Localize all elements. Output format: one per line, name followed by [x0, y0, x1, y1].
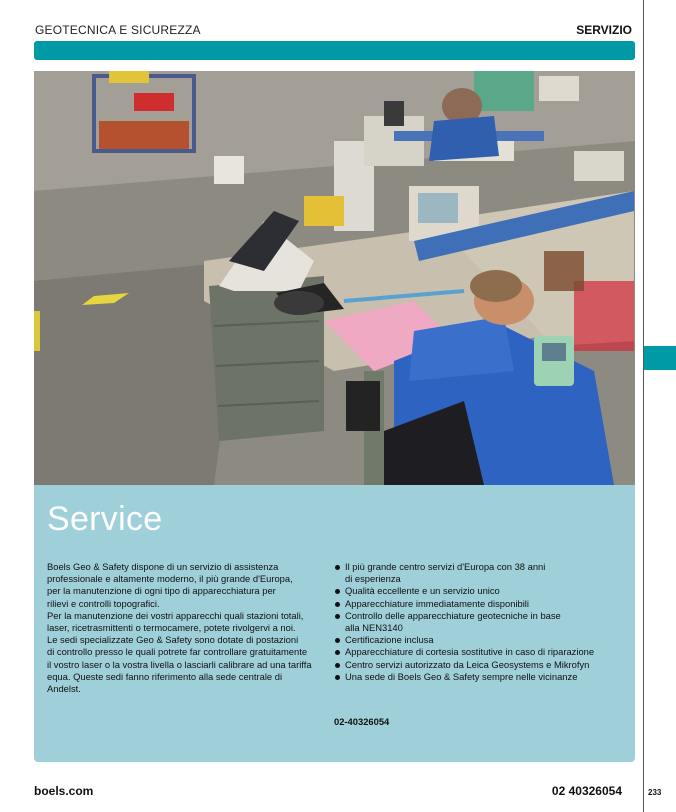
page-edge-divider — [643, 0, 644, 812]
section-tab-marker — [644, 346, 676, 370]
service-phone: 02-40326054 — [334, 716, 390, 727]
section-label: GEOTECNICA E SICUREZZA — [35, 23, 201, 37]
feature-item: Certificazione inclusa — [334, 634, 624, 646]
header-accent-bar — [34, 41, 635, 60]
service-features-list — [334, 561, 624, 683]
description-line: laser, ricetrasmittenti o termocamere, potete rivolgervi a noi. — [47, 622, 296, 634]
service-title: Service — [47, 500, 163, 538]
description-line: Le sedi specializzate Geo & Safety sono dotate di postazioni — [47, 634, 299, 646]
website-link[interactable]: boels.com — [34, 784, 94, 798]
description-line: il vostro laser o la vostra livella o lasciarli calibrare ad una tariffa — [47, 658, 312, 670]
description-line: rilievi e controlli topografici. — [47, 597, 160, 609]
feature-item: Apparecchiature di cortesia sostitutive in caso di riparazione — [334, 646, 624, 658]
feature-item: Una sede di Boels Geo & Safety sempre nelle vicinanze — [334, 671, 624, 683]
feature-item: Il più grande centro servizi d'Europa con 38 anni di esperienza — [334, 561, 624, 585]
description-line: professionale e altamente moderno, il più grande d'Europa, — [47, 573, 293, 585]
service-description — [47, 561, 317, 695]
feature-item: Controllo delle apparecchiature geotecniche in base alla NEN3140 — [334, 610, 624, 634]
description-line: Per la manutenzione dei vostri apparecchi quali stazioni totali, — [47, 609, 304, 621]
category-label: SERVIZIO — [576, 23, 632, 37]
feature-item: Centro servizi autorizzato da Leica Geosystems e Mikrofyn — [334, 659, 624, 671]
feature-item: Qualità eccellente e un servizio unico — [334, 585, 624, 597]
feature-item: Apparecchiature immediatamente disponibili — [334, 598, 624, 610]
page-number: 233 — [648, 788, 662, 797]
service-panel — [34, 485, 635, 762]
workshop-photo — [34, 71, 635, 485]
description-line: per la manutenzione di ogni tipo di apparecchiatura per — [47, 585, 276, 597]
footer-phone: 02 40326054 — [551, 784, 622, 798]
description-line: di controllo presso le quali potrete far controllare gratuitamente — [47, 646, 308, 658]
description-line: equa. Queste sedi fanno riferimento alla sede centrale di Andelst. — [47, 670, 283, 695]
description-line: Boels Geo & Safety dispone di un servizio di assistenza — [47, 561, 279, 572]
